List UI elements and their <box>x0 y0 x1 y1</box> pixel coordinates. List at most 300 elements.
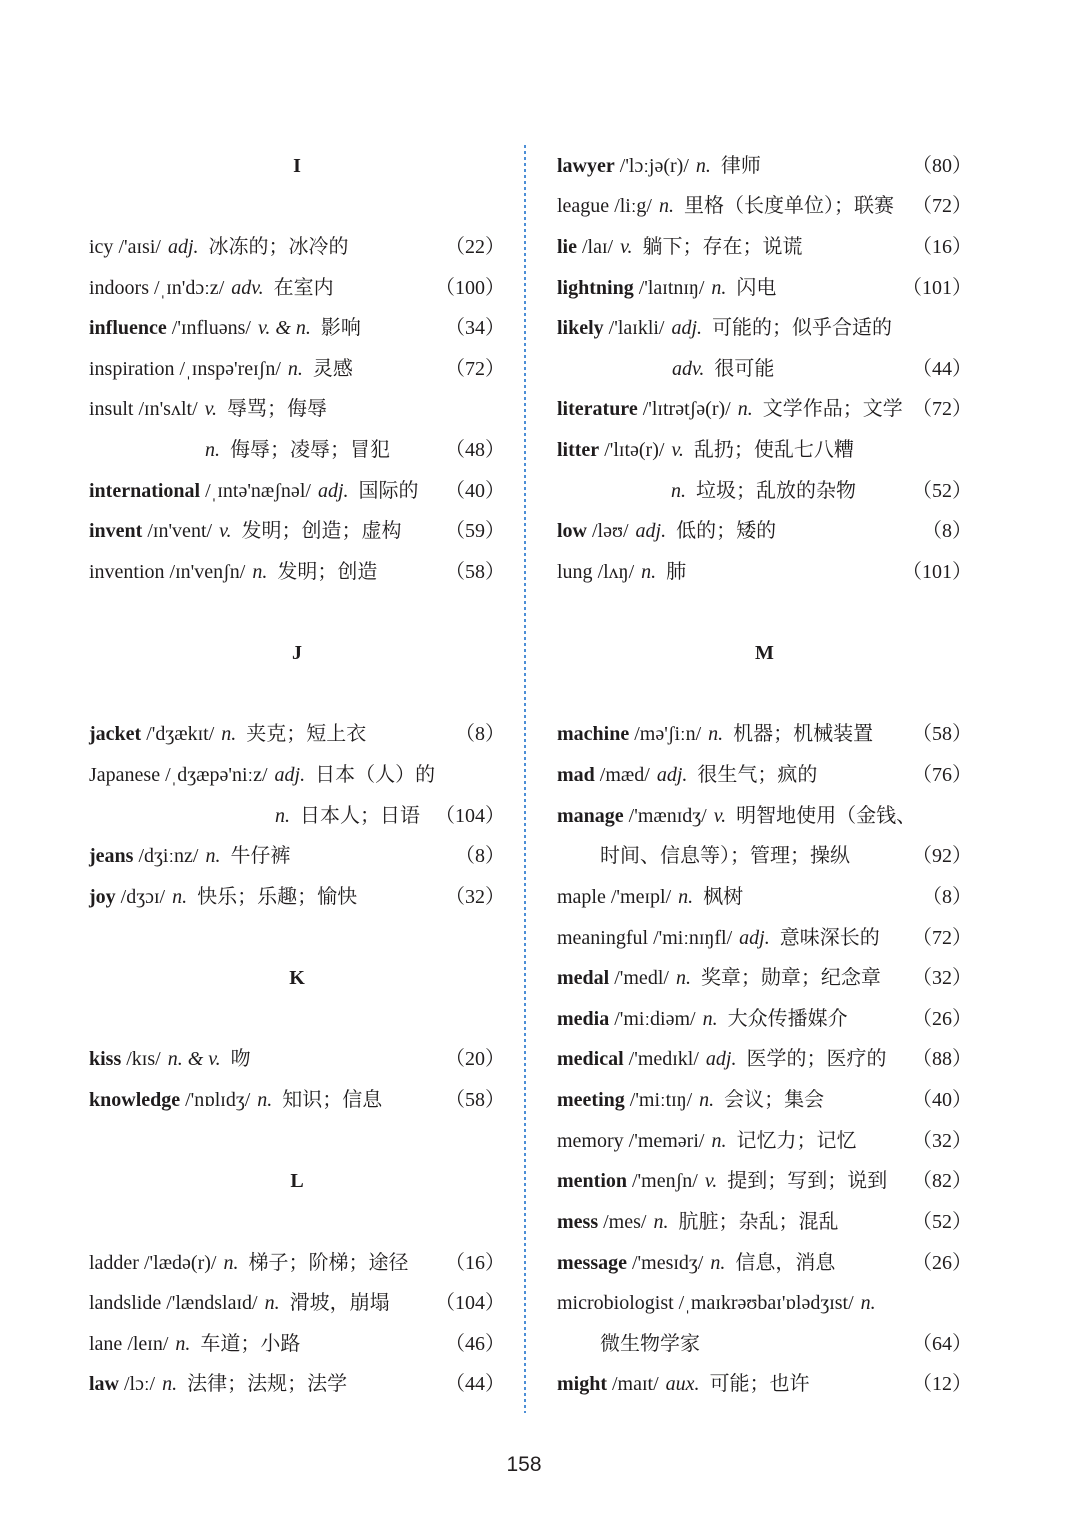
part-of-speech: n. <box>205 845 221 868</box>
entry-row <box>557 146 972 187</box>
definition: 在室内 <box>273 276 334 299</box>
entry-text <box>89 349 353 390</box>
entry-row <box>89 1080 505 1121</box>
headword: landslide <box>89 1292 162 1315</box>
entry-row <box>557 1080 972 1121</box>
headword: icy <box>89 235 114 258</box>
entry-row <box>557 430 972 471</box>
definition: 法律；法规；法学 <box>187 1373 348 1396</box>
page-reference: （12） <box>912 1373 972 1396</box>
part-of-speech: n. <box>221 723 237 746</box>
entry-text <box>89 389 327 430</box>
part-of-speech: adv. <box>231 276 264 299</box>
part-of-speech: n. <box>711 276 727 299</box>
part-of-speech: n. <box>710 1251 726 1274</box>
definition: 大众传播媒介 <box>727 1007 848 1030</box>
entry-row <box>557 389 972 430</box>
entry-text <box>557 958 881 999</box>
letter-section <box>557 146 972 593</box>
definition: 文学作品；文学 <box>762 398 903 421</box>
entry-text <box>557 146 761 187</box>
definition: 意味深长的 <box>779 926 880 949</box>
entry-row <box>89 836 505 877</box>
part-of-speech: adj. <box>671 317 703 340</box>
entry-row <box>557 1121 972 1162</box>
phonetic: /ˌmaɪkrəʊbaɪ'ɒlədʒɪst/ <box>678 1292 854 1315</box>
definition: 提到；写到；说到 <box>727 1170 888 1193</box>
definition: 肺 <box>666 560 687 583</box>
phonetic: /dʒɔɪ/ <box>120 885 166 908</box>
entry-text <box>89 268 334 309</box>
entry-text <box>89 1039 251 1080</box>
entry-text <box>89 836 290 877</box>
page-reference: （26） <box>912 1251 972 1274</box>
continued-definition-row <box>557 836 972 877</box>
page-reference: （72） <box>912 398 972 421</box>
entry-text <box>89 1243 408 1284</box>
part-of-speech: v. <box>671 439 684 462</box>
entry-text <box>89 1283 390 1324</box>
headword: media <box>557 1007 610 1030</box>
phonetic: /mə'ʃiːn/ <box>634 723 702 746</box>
page-reference: （101） <box>902 276 972 299</box>
headword: lung <box>557 560 593 583</box>
headword: lane <box>89 1332 123 1355</box>
phonetic: /'mesɪdʒ/ <box>631 1251 704 1274</box>
definition: 明智地使用（金钱、 <box>736 804 917 827</box>
page-reference: （40） <box>912 1089 972 1112</box>
entry-text <box>557 389 903 430</box>
headword: medal <box>557 967 610 990</box>
entry-row <box>557 755 972 796</box>
part-of-speech: v. <box>219 520 232 543</box>
entry-row <box>557 1243 972 1284</box>
page-reference: （80） <box>912 154 972 177</box>
entry-text <box>557 430 854 471</box>
headword: law <box>89 1373 119 1396</box>
phonetic: /ləʊ/ <box>592 520 629 543</box>
definition: 牛仔裤 <box>230 845 291 868</box>
entry-row <box>89 389 505 430</box>
phonetic: /'lɪtrətʃə(r)/ <box>642 398 731 421</box>
part-of-speech: n. <box>678 885 694 908</box>
part-of-speech: adj. <box>167 235 199 258</box>
entry-row <box>557 1283 972 1324</box>
entry-row <box>557 877 972 918</box>
headword: message <box>557 1251 627 1274</box>
definition: 快乐；乐趣；愉快 <box>197 885 358 908</box>
headword: literature <box>557 398 638 421</box>
definition: 记忆力；记忆 <box>736 1129 857 1152</box>
definition: 可能的；似乎合适的 <box>712 317 893 340</box>
headword: medical <box>557 1048 624 1071</box>
entry-text <box>89 471 419 512</box>
definition: 时间、信息等）；管理；操纵 <box>600 845 850 868</box>
sense-text <box>671 471 856 512</box>
page-reference: （44） <box>445 1373 505 1396</box>
definition: 躺下；存在；说谎 <box>642 235 803 258</box>
part-of-speech: n. <box>264 1292 280 1315</box>
definition: 很可能 <box>714 357 775 380</box>
phonetic: /ˌɪntə'næʃnəl/ <box>205 479 311 502</box>
entry-row <box>89 877 505 918</box>
entry-row <box>89 471 505 512</box>
page-reference: （101） <box>902 560 972 583</box>
letter-heading: L <box>290 1170 304 1193</box>
entry-row <box>557 1039 972 1080</box>
part-of-speech: v. <box>704 1170 718 1193</box>
headword: might <box>557 1373 607 1396</box>
page-reference: （82） <box>912 1170 972 1193</box>
entry-text <box>89 714 366 755</box>
page-reference: （32） <box>445 885 505 908</box>
headword: microbiologist <box>557 1292 674 1315</box>
phonetic: /'laɪtnɪŋ/ <box>638 276 705 299</box>
part-of-speech: v. <box>620 235 633 258</box>
headword: inspiration <box>89 357 175 380</box>
entry-row <box>557 796 972 837</box>
entry-text <box>557 186 894 227</box>
definition: 冰冻的；冰冷的 <box>208 235 349 258</box>
letter-section <box>89 146 505 593</box>
entry-text <box>557 511 776 552</box>
headword: Japanese <box>89 764 161 787</box>
page-reference: （88） <box>912 1048 972 1071</box>
headword: mad <box>557 764 595 787</box>
phonetic: /'medɪkl/ <box>628 1048 699 1071</box>
entry-row <box>89 552 505 593</box>
entry-text <box>557 755 817 796</box>
entry-text <box>557 552 686 593</box>
headword: insult <box>89 398 134 421</box>
part-of-speech: n. <box>252 560 268 583</box>
part-of-speech: adj. <box>635 520 667 543</box>
entry-row <box>89 268 505 309</box>
phonetic: /'nɒlɪdʒ/ <box>185 1089 251 1112</box>
headword: mess <box>557 1210 599 1233</box>
part-of-speech: n. <box>860 1292 876 1315</box>
entry-row <box>89 1243 505 1284</box>
page-reference: （46） <box>445 1332 505 1355</box>
entry-text <box>557 796 916 837</box>
page-reference: （100） <box>435 276 505 299</box>
page-number: 158 <box>506 1453 542 1476</box>
sense-text <box>205 430 390 471</box>
entry-text <box>557 227 803 268</box>
entry-text <box>557 999 848 1040</box>
page-reference: （72） <box>912 926 972 949</box>
entry-text <box>557 1161 887 1202</box>
phonetic: /'lɔːjə(r)/ <box>619 154 689 177</box>
letter-section <box>89 918 505 1121</box>
entry-text <box>557 1283 876 1324</box>
headword: invention <box>89 560 165 583</box>
entry-row <box>89 511 505 552</box>
entry-text <box>89 227 349 268</box>
page-reference: （32） <box>912 1129 972 1152</box>
part-of-speech: n. <box>205 439 220 462</box>
phonetic: /'aɪsi/ <box>118 235 161 258</box>
letter-heading: I <box>293 154 301 177</box>
page-reference: （34） <box>445 317 505 340</box>
entry-text <box>89 552 377 593</box>
page-reference: （8） <box>455 723 505 746</box>
headword: lightning <box>557 276 634 299</box>
entry-text <box>89 755 435 796</box>
headword: memory <box>557 1129 624 1152</box>
entry-row <box>557 1202 972 1243</box>
definition: 很生气；疯的 <box>697 764 818 787</box>
headword: lawyer <box>557 154 615 177</box>
headword: international <box>89 479 201 502</box>
entry-row <box>557 958 972 999</box>
part-of-speech: v. <box>713 804 727 827</box>
letter-section <box>89 593 505 918</box>
phonetic: /'miːtɪŋ/ <box>629 1089 693 1112</box>
entry-text <box>557 918 880 959</box>
definition: 机器；机械装置 <box>733 723 874 746</box>
headword: lie <box>557 235 577 258</box>
definition: 奖章；勋章；纪念章 <box>700 967 881 990</box>
headword: kiss <box>89 1048 122 1071</box>
sense-text <box>672 349 774 390</box>
phonetic: /'lædə(r)/ <box>143 1251 217 1274</box>
entry-row <box>89 349 505 390</box>
entry-text <box>89 877 357 918</box>
definition: 灵感 <box>312 357 353 380</box>
right-column <box>557 146 972 1405</box>
page-reference: （72） <box>912 195 972 218</box>
phonetic: /'miːnɪŋfl/ <box>653 926 733 949</box>
definition: 吻 <box>230 1048 251 1071</box>
part-of-speech: n. <box>711 1129 727 1152</box>
page-reference: （59） <box>445 520 505 543</box>
entry-row <box>557 186 972 227</box>
entry-text <box>557 1243 835 1284</box>
page-reference: （26） <box>912 1007 972 1030</box>
entry-row <box>89 1364 505 1405</box>
part-of-speech: n. <box>275 804 290 827</box>
phonetic: /'medl/ <box>614 967 669 990</box>
part-of-speech: n. <box>675 967 691 990</box>
page-reference: （58） <box>445 560 505 583</box>
headword: meeting <box>557 1089 625 1112</box>
headword: indoors <box>89 276 149 299</box>
entry-row <box>557 511 972 552</box>
page-reference: （58） <box>445 1089 505 1112</box>
phonetic: /'lændslaɪd/ <box>166 1292 258 1315</box>
headword: league <box>557 195 610 218</box>
entry-text <box>89 1080 382 1121</box>
part-of-speech: n. <box>223 1251 239 1274</box>
continued-text <box>600 836 850 877</box>
phonetic: /laɪ/ <box>582 235 614 258</box>
definition: 医学的；医疗的 <box>746 1048 887 1071</box>
page-reference: （8） <box>922 520 972 543</box>
phonetic: /ɪn'vent/ <box>147 520 213 543</box>
part-of-speech: n. <box>708 723 724 746</box>
letter-section <box>557 593 972 1406</box>
part-of-speech: adv. <box>672 357 705 380</box>
letter-heading: M <box>755 642 774 665</box>
phonetic: /mes/ <box>603 1210 647 1233</box>
phonetic: /leɪn/ <box>127 1332 169 1355</box>
page-reference: （8） <box>922 885 972 908</box>
phonetic: /'miːdiəm/ <box>614 1007 696 1030</box>
headword: invent <box>89 520 143 543</box>
entry-text <box>557 308 892 349</box>
definition: 国际的 <box>358 479 419 502</box>
entry-row <box>89 227 505 268</box>
definition: 微生物学家 <box>600 1332 700 1355</box>
phonetic: /ˌɪn'dɔːz/ <box>154 276 225 299</box>
headword: manage <box>557 804 624 827</box>
headword: low <box>557 520 587 543</box>
page-reference: （16） <box>912 235 972 258</box>
page-reference: （76） <box>912 764 972 787</box>
page-reference: （40） <box>445 479 505 502</box>
part-of-speech: n. <box>172 885 188 908</box>
definition: 车道；小路 <box>200 1332 301 1355</box>
entry-text <box>557 877 743 918</box>
page-reference: （16） <box>445 1251 505 1274</box>
entry-row <box>89 755 505 796</box>
definition: 辱骂；侮辱 <box>227 398 328 421</box>
headword: mention <box>557 1170 627 1193</box>
entry-text <box>557 1364 810 1405</box>
entry-row <box>557 308 972 349</box>
headword: likely <box>557 317 604 340</box>
entry-row <box>89 1283 505 1324</box>
letter-heading: J <box>292 642 302 665</box>
part-of-speech: n. <box>737 398 753 421</box>
definition: 垃圾；乱放的杂物 <box>696 479 856 502</box>
entry-row <box>557 918 972 959</box>
definition: 肮脏；杂乱；混乱 <box>678 1210 839 1233</box>
definition: 会议；集会 <box>724 1089 825 1112</box>
part-of-speech: n. <box>175 1332 191 1355</box>
page-reference: （104） <box>435 804 505 827</box>
part-of-speech: n. <box>671 479 686 502</box>
page-reference: （52） <box>912 1210 972 1233</box>
headword: meaningful <box>557 926 649 949</box>
phonetic: /'laɪkli/ <box>608 317 665 340</box>
part-of-speech: v. & n. <box>257 317 311 340</box>
part-of-speech: aux. <box>665 1373 700 1396</box>
page-reference: （52） <box>912 479 972 502</box>
definition: 发明；创造；虚构 <box>241 520 402 543</box>
phonetic: /'lɪtə(r)/ <box>604 439 665 462</box>
page-reference: （92） <box>912 845 972 868</box>
part-of-speech: n. <box>658 195 674 218</box>
entry-row <box>557 227 972 268</box>
entry-row <box>89 714 505 755</box>
continued-text <box>600 1324 700 1365</box>
page-reference: （48） <box>445 439 505 462</box>
additional-sense-row <box>89 430 505 471</box>
phonetic: /liːg/ <box>614 195 652 218</box>
part-of-speech: n. <box>287 357 303 380</box>
part-of-speech: adj. <box>739 926 770 949</box>
page-reference: （44） <box>912 357 972 380</box>
entry-row <box>89 1324 505 1365</box>
phonetic: /kɪs/ <box>126 1048 161 1071</box>
part-of-speech: n. <box>695 154 711 177</box>
entry-text <box>557 1202 838 1243</box>
part-of-speech: n. <box>641 560 657 583</box>
entry-row <box>89 1039 505 1080</box>
headword: maple <box>557 885 606 908</box>
phonetic: /ˌdʒæpə'niːz/ <box>165 764 268 787</box>
phonetic: /'dʒækɪt/ <box>146 723 215 746</box>
page-reference: （20） <box>445 1048 505 1071</box>
letter-section <box>89 1121 505 1405</box>
part-of-speech: adj. <box>705 1048 737 1071</box>
phonetic: /mæd/ <box>599 764 650 787</box>
definition: 枫树 <box>703 885 744 908</box>
definition: 侮辱；凌辱；冒犯 <box>230 439 390 462</box>
entry-text <box>557 1121 856 1162</box>
entry-row <box>557 552 972 593</box>
definition: 乱扔；使乱七八糟 <box>693 439 854 462</box>
entry-text <box>89 511 401 552</box>
definition: 律师 <box>720 154 761 177</box>
entry-text <box>557 268 776 309</box>
phonetic: /ɪn'venʃn/ <box>169 560 246 583</box>
phonetic: /lʌŋ/ <box>597 560 635 583</box>
definition: 信息，消息 <box>735 1251 836 1274</box>
part-of-speech: v. <box>204 398 218 421</box>
headword: influence <box>89 317 167 340</box>
entry-row <box>557 1161 972 1202</box>
part-of-speech: n. <box>162 1373 178 1396</box>
entry-row <box>557 268 972 309</box>
phonetic: /lɔː/ <box>124 1373 156 1396</box>
definition: 滑坡，崩塌 <box>289 1292 390 1315</box>
sense-text <box>275 796 420 837</box>
phonetic: /ɪn'sʌlt/ <box>138 398 198 421</box>
additional-sense-row <box>557 349 972 390</box>
page-reference: （72） <box>445 357 505 380</box>
page-reference: （58） <box>912 723 972 746</box>
definition: 影响 <box>320 317 361 340</box>
entry-row <box>557 1364 972 1405</box>
part-of-speech: n. <box>653 1210 669 1233</box>
definition: 发明；创造 <box>277 560 378 583</box>
entry-text <box>557 1039 886 1080</box>
left-column <box>89 146 505 1405</box>
page-reference: （8） <box>455 845 505 868</box>
entry-text <box>557 714 873 755</box>
definition: 低的；矮的 <box>676 520 777 543</box>
headword: ladder <box>89 1251 139 1274</box>
entry-text <box>557 1080 824 1121</box>
headword: knowledge <box>89 1089 181 1112</box>
part-of-speech: adj. <box>317 479 349 502</box>
part-of-speech: adj. <box>656 764 688 787</box>
entry-text <box>89 1364 347 1405</box>
entry-text <box>89 1324 300 1365</box>
phonetic: /'ɪnfluəns/ <box>171 317 251 340</box>
page-reference: （64） <box>912 1332 972 1355</box>
part-of-speech: adj. <box>274 764 306 787</box>
headword: jacket <box>89 723 142 746</box>
phonetic: /dʒiːnz/ <box>138 845 199 868</box>
headword: litter <box>557 439 600 462</box>
entry-row <box>89 308 505 349</box>
additional-sense-row <box>557 471 972 512</box>
headword: joy <box>89 885 116 908</box>
